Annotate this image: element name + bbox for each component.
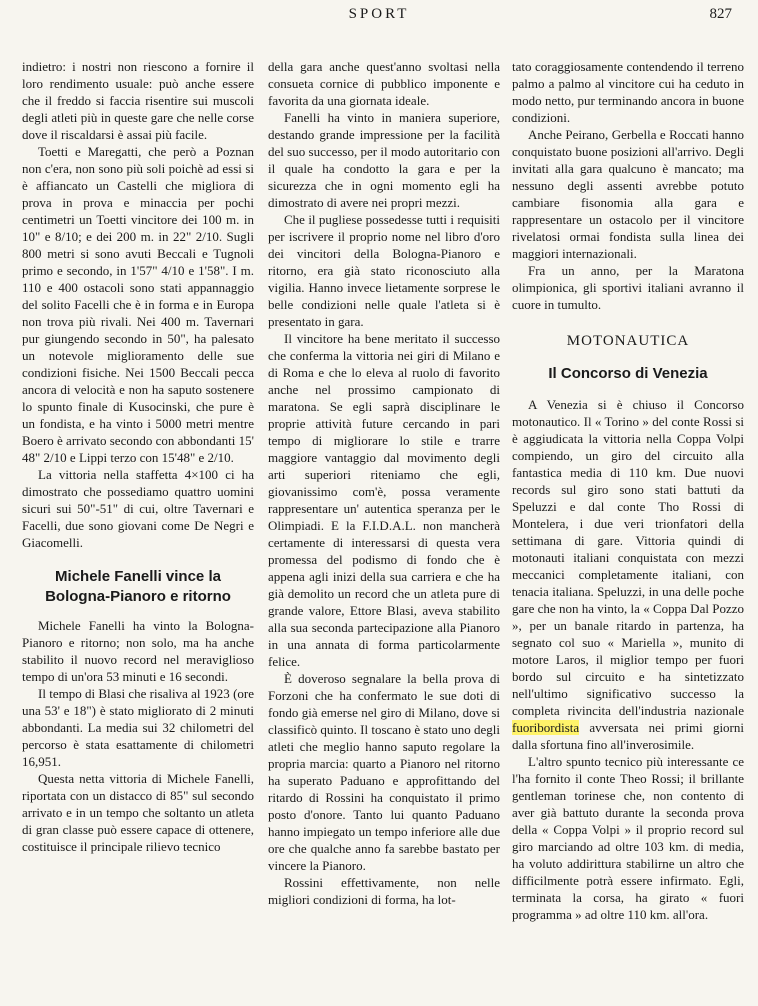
page-number: 827 [709,6,732,22]
text-run: A Venezia si è chiuso il Concorso motonautico. Il « Torino » del conte Rossi si è aggiudicata la vittoria nella Coppa Volpi compiendo, un giro del circuito alla fantastica media di 110 km. Due nuovi records sul giro sono stati battuti da Speluzzi e dal conte Tho Rossi di Montelera, i due veri trionfatori della settimana di gare. Vittoria quindi di motonauti italiani conquistata con mezzi meccanici completamente italiani, con tenacia italiana. Speluzzi, in una delle poche gare che non ha vinto, la « Coppa Dal Pozzo », per un banale ritardo in partenza, ha segnato col suo « Mariella », munito di motore Laros, il miglior tempo per fuori bordo sul circuito e ha sintetizzato nell'ultimo significativo successo la completa rivincita dell'industria nazionale [512,397,744,718]
paragraph: indietro: i nostri non riescono a fornire il loro rendimento usuale: può anche essere che il freddo si faccia risentire sui muscoli degli atleti più in queste gare che nelle corse dove il riscaldarsi è assai più facile. [22,59,254,142]
paragraph: Anche Peirano, Gerbella e Roccati hanno conquistato buone posizioni all'arrivo. Degli invitati alla gara qualcuno è mancato; ma nessuno degli assenti avrebbe potuto cambiare fisonomia alla gara e rappresentare un ostacolo per il vincitore rivelatosi ormai fondista sulla linea dei maggiori internazionali. [512,127,744,261]
article-heading-venezia: Il Concorso di Venezia [548,365,708,382]
paragraph [512,396,744,753]
paragraph: Michele Fanelli ha vinto la Bologna-Pianoro e ritorno; non solo, ma ha anche stabilito il nuovo record nel meraviglioso tempo di un'ora 53 minuti e 16 secondi. [22,618,254,684]
section-title-motonautica: MOTONAUTICA [566,333,690,349]
running-head [0,6,758,26]
paragraph: L'altro spunto tecnico più interessante ce l'ha fornito il conte Theo Rossi; il brillante gentleman torinese che, non contento di aver già battuto durante la seconda prova della « Coppa Volpi » il proprio record sul giro marciando ad oltre 103 km. di media, ha voluto addirittura stabilirne un altro che difficilmente potrà essere infirmato. Egli, terminata la corsa, ha girato « fuori programma » ad oltre 110 km. all'ora. [512,754,744,922]
paragraph: La vittoria nella staffetta 4×100 ci ha dimostrato che possediamo quattro uomini sicuri sui 50"-51" di cui, oltre Tavernari e Facelli, due sono giovani come De Negri e Giacomelli. [22,467,254,550]
running-title: SPORT [348,6,410,22]
paragraph: Il vincitore ha bene meritato il successo che conferma la vittoria nei giri di Milano e di Roma e che lo eleva al ruolo di favorito anche nel prossimo campionato di maratona. Se egli saprà disciplinare le proprie attività future cercando in pari tempo di migliorare lo stile e trarre maggiore vantaggio dal movimento degli arti superiori riteniamo che egli, giovanissimo com'è, possa veramente rappresentare un' autentica speranza per le Olimpiadi. E la F.I.D.A.L. non mancherà certamente di interessarsi di questa vera promessa del podismo di fondo che è appena agli inizi della sua carriera e che ha già demolito un record che un atleta pure di grande valore, Ettore Blasi, aveva stabilito alla sua seconda partecipazione alla Pianoro in una annata di forma particolarmente felice. [268,331,500,669]
paragraph: Fanelli ha vinto in maniera superiore, destando grande impressione per la facilità del suo successo, per il modo autoritario con il quale ha condotto la gara e per la sicurezza che in ogni momento egli ha dimostrato di avere nei propri mezzi. [268,110,500,210]
highlighted-word: fuoribordista [512,720,580,735]
column-1 [22,58,254,855]
paragraph: Che il pugliese possedesse tutti i requisiti per iscrivere il proprio nome nel libro d'oro dei vincitori della Bologna-Pianoro e ritorno, era già stato riconosciuto alla vigilia. Hanno invece lietamente sorprese le belle condizioni nelle quale l'atleta si è presentato in gara. [268,212,500,329]
article-heading-fanelli: Michele Fanelli vince la Bologna-Pianoro e ritorno [45,568,231,605]
text-run: avversata nei primi giorni dalla sfortuna fino all'inverosimile. [512,720,744,752]
paragraph: È doveroso segnalare la bella prova di Forzoni che ha confermato le sue doti di fondo già emerse nel giro di Milano, dove si classificò quinto. Il toscano è stato uno degli atleti che meglio hanno saputo regolare la propria marcia: quarto a Pianoro nel ritorno ha superato Paduano e approfittando del ritardo di Rossini ha conquistato il primo posto d'onore. Tanto lui quanto Paduano hanno impiegato un tempo inferiore alle due ore che qualche anno fa sarebbe bastato per vincere la Pianoro. [268,671,500,873]
paragraph: Rossini effettivamente, non nelle migliori condizioni di forma, ha lot- [268,875,500,907]
paragraph: Il tempo di Blasi che risaliva al 1923 (ore una 53' e 18") è stato migliorato di 2 minuti abbondanti. La media sui 32 chilometri del percorso è stata esattamente di chilometri 16,951. [22,686,254,769]
paragraph: tato coraggiosamente contendendo il terreno palmo a palmo al vincitore cui ha ceduto in modo netto, pur terminando ancora in buone condizioni. [512,59,744,125]
paragraph: della gara anche quest'anno svoltasi nella consueta cornice di pubblico imponente e favorita da una giornata ideale. [268,59,500,108]
paragraph: Fra un anno, per la Maratona olimpionica, gli sportivi italiani avranno il cuore in tumulto. [512,263,744,312]
paragraph: Questa netta vittoria di Michele Fanelli, riportata con un distacco di 85" sul secondo arrivato e in un tempo che soltanto un atleta di gran classe può essere capace di ottenere, costituisce il principale rilievo tecnico [22,771,254,854]
column-2 [268,58,500,908]
column-3 [512,58,744,923]
paragraph: Toetti e Maregatti, che però a Poznan non c'era, non sono più soli poichè ad essi si è affiancato un Castelli che migliora di prova in prova e minaccia per pochi centimetri un Toetti vincitore dei 100 m. in 10" e 8/10; e dei 200 m. in 22" 2/10. Sugli 800 metri si sono avuti Beccali e Tugnoli primo e secondo, in 1'57" 4/10 e 1'58". I m. 110 e 400 ostacoli sono stati appannaggio del solito Facelli che è in forma e in Europa non trova più rivali. Nei 400 m. Tavernari pur giungendo secondo in 50", ha palesato un notevole miglioramento delle sue condizioni fisiche. Nei 1500 Beccali pecca ancora di velocità e non ha saputo sostenere lo spunto finale di Kusocinski, che pure è un fondista, e ha vinto i 5000 metri mentre Boero è arrivato secondo con abbondanti 15' 48" 2/10 e Lippi terzo con 15'48" e 2/10. [22,144,254,465]
